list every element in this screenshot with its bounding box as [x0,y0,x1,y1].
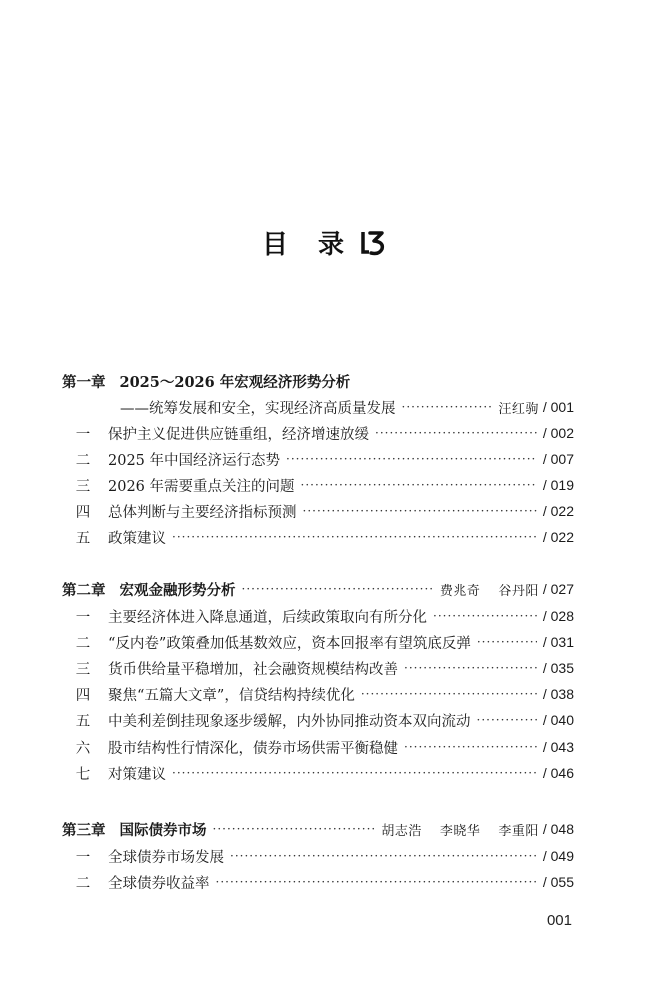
section-title: 聚焦“五篇大文章”，信贷结构持续优化 [108,687,355,704]
author: 费兆奇 [439,583,481,599]
section-title: 政策建议 [108,530,166,547]
section-title: “反内卷”政策叠加低基数效应，资本回报率有望筑底反弹 [108,635,471,652]
page-folio: 001 [546,912,572,929]
toc-entry[interactable] [62,709,574,731]
page-number: / 055 [542,874,574,890]
author: 胡志浩 [381,823,422,839]
section-number: 六 [75,740,91,757]
section-title: 总体判断与主要经济指标预测 [108,504,297,521]
toc-entry[interactable] [62,422,574,444]
author: 李重阳 [498,823,539,839]
chapter-label: 第三章 [62,821,106,839]
page-number: / 022 [542,529,574,545]
section-title: 2026 年需要重点关注的问题 [108,478,295,495]
page-number: / 046 [542,765,574,781]
section-number: 五 [75,713,91,730]
dot-leader [433,609,537,623]
dot-leader [477,713,537,727]
section-number: 一 [75,609,91,626]
section-number: 四 [75,504,91,521]
dot-leader [286,452,537,466]
dot-leader [213,822,376,836]
toc-entry[interactable] [62,605,574,627]
section-title: 货币供给量平稳增加，社会融资规模结构改善 [108,661,398,678]
title-char-2: 录 [318,229,345,260]
section-number: 七 [75,766,91,783]
toc-entry[interactable] [62,871,574,893]
toc-entry[interactable] [62,736,574,758]
chapter-1-heading[interactable] [62,370,574,392]
dot-leader [301,478,537,492]
chapter-subtitle: ——统筹发展和安全，实现经济高质量发展 [120,400,396,417]
dot-leader [303,504,537,518]
chapter-label: 第一章 [62,373,106,391]
section-number: 四 [75,687,91,704]
chapter-title: 宏观金融形势分析 [119,581,236,599]
section-number: 二 [75,635,91,652]
section-title: 保护主义促进供应链重组，经济增速放缓 [108,426,369,443]
page-number: / 019 [542,477,574,493]
page-number: / 038 [542,686,574,702]
dot-leader [216,875,537,889]
toc-entry[interactable] [62,631,574,653]
dot-leader [477,635,537,649]
toc-entry[interactable] [62,500,574,522]
chapter-3-heading[interactable] [62,818,574,840]
section-title: 主要经济体进入降息通道，后续政策取向有所分化 [108,609,427,626]
section-title: 2025 年中国经济运行态势 [108,452,281,469]
toc-entry[interactable] [62,657,574,679]
chapter-2-heading[interactable] [62,578,574,600]
section-number: 二 [75,875,91,892]
toc-entry[interactable] [62,526,574,548]
dot-leader [242,582,434,596]
page-number: / 002 [542,425,574,441]
section-title: 中美利差倒挂现象逐步缓解，内外协同推动资本双向流动 [108,713,471,730]
page-number: / 040 [542,712,574,728]
page-number: / 007 [542,451,574,467]
dot-leader [375,426,537,440]
section-number: 一 [75,426,91,443]
toc-entry[interactable] [62,683,574,705]
author: 李晓华 [439,823,481,839]
page-number: / 043 [542,739,574,755]
dot-leader [172,530,537,544]
page-number: / 022 [542,503,574,519]
toc-entry[interactable] [62,474,574,496]
dot-leader [404,740,537,754]
section-title: 股市结构性行情深化，债券市场供需平衡稳健 [108,740,398,757]
dot-leader [402,400,493,414]
author: 谷丹阳 [498,583,539,599]
page-number: / 031 [542,634,574,650]
page-number: / 027 [542,581,574,597]
author: 汪红驹 [498,401,539,417]
section-title: 全球债券市场发展 [108,849,224,866]
section-number: 三 [75,478,91,495]
toc-entry[interactable] [62,448,574,470]
title-char-1: 目 [261,229,288,260]
page-number: / 048 [542,821,574,837]
toc-entry[interactable] [62,845,574,867]
section-number: 三 [75,661,91,678]
dot-leader [404,661,537,675]
chapter-1-subtitle-row[interactable] [62,396,574,418]
dot-leader [230,849,537,863]
chapter-title: 2025～2026 年宏观经济形势分析 [119,373,351,391]
section-title: 全球债券收益率 [108,875,210,892]
page-number: / 035 [542,660,574,676]
dot-leader [172,766,537,780]
page-number: / 001 [542,399,574,415]
section-title: 对策建议 [108,766,166,783]
section-number: 一 [75,849,91,866]
toc-entry[interactable] [62,762,574,784]
page-title [0,222,650,262]
page-number: / 028 [542,608,574,624]
dot-leader [361,687,537,701]
chapter-label: 第二章 [62,581,106,599]
section-number: 二 [75,452,91,469]
decorative-mark-icon [358,227,388,257]
section-number: 五 [75,530,91,547]
chapter-title: 国际债券市场 [119,821,207,839]
page-number: / 049 [542,848,574,864]
